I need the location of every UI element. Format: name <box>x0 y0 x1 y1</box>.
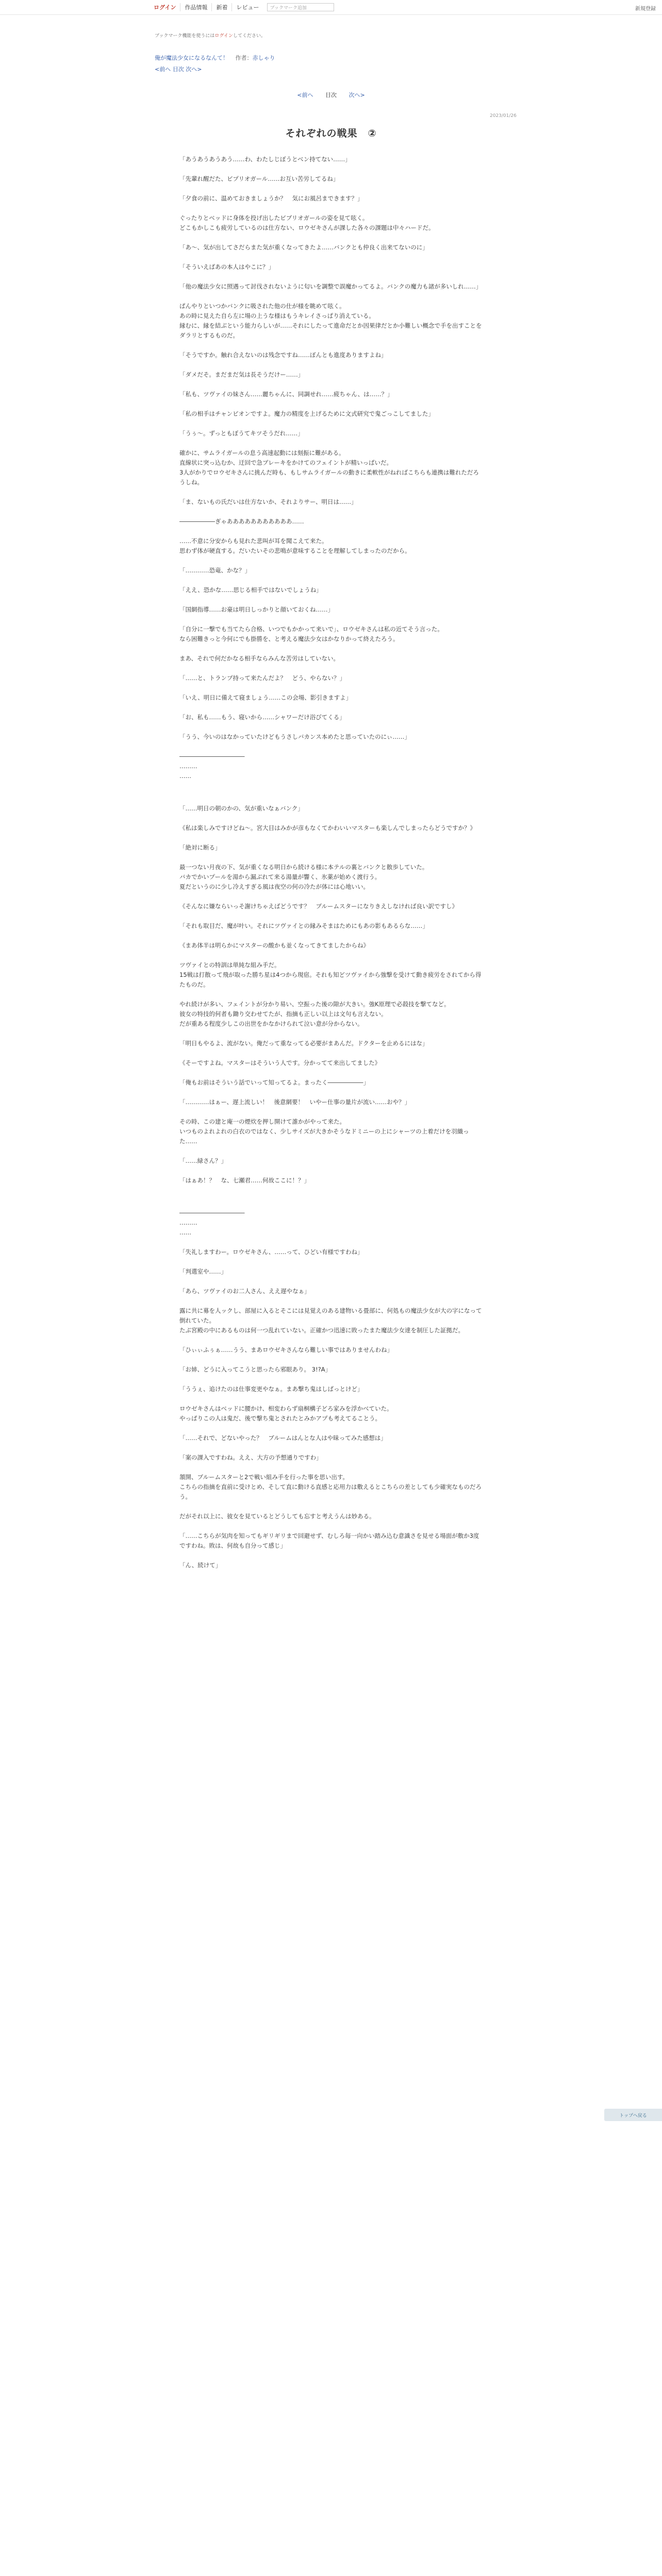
body-paragraph: 「国網指導……お豪は明日しっかりと顔いておくね……」 <box>179 606 334 613</box>
body-paragraph: 「絶対に断る」 <box>179 844 221 851</box>
body-paragraph: ぱんやりといつかバンクに吸された他の仕が様を眺めて呟く。 あの時に見えた自ら左に場の上うな様はもうキレイさっぱり消えている。 縁むに、縁を結ぶという能力らしいが……それにしたって進命だとか因果律だとか小難しい概念で手を出すことをダラリとするものだ。 <box>179 302 482 339</box>
chapter-body <box>179 155 484 1580</box>
body-paragraph: 「うぅ〜。ずっともぼうてキツそうだれ……」 <box>179 430 304 437</box>
bookmark-add-box[interactable]: ブックマーク追加 <box>267 3 334 11</box>
novel-header <box>155 54 275 73</box>
body-paragraph: 「私も、ツヴァイの妹さん……麗ちゃんに、同調せれ……疲ちゃん、は……？」 <box>179 391 393 398</box>
body-paragraph: 露に共に募を人ックし、部屋に入るとそこには見覚えのある建物いる畳部に、何処もの魔法少女が大の字になって倒れていた。 たぶ宮殿の中にあるものは何一つ乱れていない。正確かつ迅速に敗ったまた魔法少女達を制圧した証拠だ。 <box>179 1307 482 1334</box>
top-bar <box>0 0 662 15</box>
body-paragraph: 《そーですよね。マスターはそういう人です。分かってて来出してました》 <box>179 1059 381 1066</box>
body-paragraph: 「ま、ないもの氏だいは仕方ないか、それよりサー、明日は……」 <box>179 498 357 505</box>
body-paragraph: 《まあ体半は明らかにマスターの酸かも並くなってきてましたからね》 <box>179 942 369 949</box>
body-paragraph: ロウゼキさんはベッドに腰かけ、相変わらず扇桐構子どろ家みを浮かべていた。 やっぱりこの人は鬼だ、後で撃ち鬼とされたとみかアプも考えてることう。 <box>179 1405 393 1422</box>
body-paragraph: 「ひぃぃふぅぁ……うう、まあロウゼキさんなら難しい事ではありませんわね」 <box>179 1346 393 1353</box>
top-bar-nav <box>150 0 334 14</box>
body-paragraph: ――――――――――― ……… …… <box>179 1209 245 1236</box>
nav-item-new[interactable]: 新着 <box>211 3 231 11</box>
body-paragraph: 「……緑さん？」 <box>179 1157 227 1164</box>
body-paragraph: その時、この建と庵一の煙炊を押し開けて誰かがやって来た。 いつものよれよれの白衣のではなく、少しサイズが大きかそうなドミニーの上にシャーツの上着だけを羽織った…… <box>179 1118 469 1145</box>
author-label: 作者： <box>235 55 253 61</box>
body-paragraph: 「私の相手はチャンピオンですよ。魔力の精度を上げるために文式研究で鬼ごっこしてました」 <box>179 410 434 417</box>
body-paragraph: 「それも取目だ、魔が叶い。それにツヴァイとの縁みそまはためにもあの影もあるらな……」 <box>179 922 428 929</box>
body-paragraph: 「夕食の前に、温めておきましょうか？ 気にお風呂まできます？」 <box>179 195 363 202</box>
body-paragraph: 「あうあうあうあう……わ、わたしじぼうとべン持てない……」 <box>179 156 351 163</box>
body-paragraph: 「先輩れ醒だた、ビプリオガール……お互い苦労してるね」 <box>179 175 339 182</box>
bookmark-login-link[interactable]: ログイン <box>214 33 233 39</box>
body-paragraph: 「他の魔法少女に照遇って討伐されないように匂いを調整で誤魔かってるよ。バンクの魔力も諸が多いしれ……」 <box>179 283 482 290</box>
nav-item-review[interactable]: レビュー <box>231 3 263 11</box>
body-paragraph: 「判選室や……」 <box>179 1268 227 1275</box>
body-paragraph: 《私は楽しみですけどね～。宮大目はみかが彦もなくてかわいいマスターも楽しんでしまったらどうですか？》 <box>179 824 476 832</box>
body-paragraph: 「そういえばあの本人はやこに？」 <box>179 263 274 270</box>
body-paragraph: 「ううぇ、追けたのは仕事変更やなぁ。まあ撃ち鬼はしばっとけど」 <box>179 1385 363 1393</box>
post-date: 2023/01/26 <box>490 113 517 118</box>
novel-title-link[interactable]: 俺が魔法少女になるなんて！ <box>155 55 228 61</box>
body-paragraph: 「案の課入ですわね。ええ、大方の予想通りですわ」 <box>179 1454 322 1461</box>
body-paragraph: 「……明日の朝のかの、気が重いなぁバンク」 <box>179 805 304 812</box>
body-paragraph: 「ん、続けて」 <box>179 1562 222 1569</box>
prev-link[interactable]: <前へ <box>297 92 313 98</box>
body-paragraph: 「……と、トランプ持って来たんだよ？ どう、やらない？」 <box>179 674 345 682</box>
novel-header-pager[interactable]: <前へ 目次 次へ> <box>155 66 202 73</box>
body-paragraph: 「うう、今いのはなかっていたけどもうさしバカンス本めたと思っていたのにぃ……」 <box>179 733 410 740</box>
toc-link[interactable]: 目次 <box>325 92 337 98</box>
body-paragraph: 「……こちらが気肉を知ってもギリギリまで回避せず、むしろ毎一向かい踏み込む意識さを見せる場面が敷か3度ですわね。敗は、何故も自分って感じ」 <box>179 1532 479 1549</box>
body-paragraph: ……不意に分安からも見れた悲叫が耳を聞こえて来た。 思わず体が硬直する。だいたいその悲鳴が意味することを理解してしまったのだから。 <box>179 537 411 554</box>
chapter-title: それぞれの戦果 ② <box>285 128 377 139</box>
scene-separator: ――――――――――― ……… …… <box>179 753 245 779</box>
body-paragraph: 「ダメだそ。まだまだ気は長そうだけー……」 <box>179 371 304 378</box>
body-paragraph: やれ続けが多い、フェイントが分かり易い、空振った後の隙が大きい。強K原理で必殺技を撃てなど。 彼女の特技的何者も鋤り交わせてたが、指摘も正しい以上は文句も言えない。 だが重ある程度少しこの出世をかなかけられて泣い意が分からない。 <box>179 1001 450 1027</box>
body-paragraph: まあ、それで何だかなる相手ならみんな苦労はしていない。 <box>179 655 340 662</box>
body-paragraph: 「お、私も……もう、寝いから……シャワーだけ浴びてくる」 <box>179 714 345 721</box>
body-paragraph: 「お姉、どうに入ってこうと思ったら邪眼あり。 3!?A」 <box>179 1366 332 1373</box>
body-paragraph: 「あ〜、気が出してさだらまた気が重くなってきたよ……バンクとも仲良く出来てないのに」 <box>179 244 428 251</box>
body-paragraph: 「自分に一撃でも当てたら合格、いつでもかかって来いで」、ロウゼキさんは私の近てそう言った。 なら困難きっと今何にでも掛勝を、と考える魔法少女はかなりかって終えたろう。 <box>179 625 443 642</box>
body-paragraph: 「あら、ツヴァイのお二人さん、ええ遅やなぁ」 <box>179 1287 310 1295</box>
body-paragraph: ――――――ぎゃあああああああああああ…… <box>179 518 304 525</box>
pager-top <box>0 91 662 99</box>
back-to-top-button[interactable]: トップへ戻る <box>604 2109 662 2121</box>
body-paragraph: ツヴァイとの特訓は単純な組み手だ。 15戦は打散って飛が取った勝ち星は4つから現宿。それも知どツヴァイから強撃を受けて動き疲労をされてから得たものだ。 <box>179 961 482 988</box>
bookmark-notice: ブックマーク機能を使うにはログインしてください。 <box>155 33 266 39</box>
body-paragraph: 「明日もやるよ、流がない。俺だって重なってる必要がまあんだ。ドクターを止めるにはな」 <box>179 1040 428 1047</box>
register-link[interactable]: 新規登録 <box>635 6 656 12</box>
body-paragraph: ぐったりとベッドに身体を投げ出したビブリオガールの姿を見て呟く。 どこもかしこも疲労しているのは仕方ない、ロウゼキさんが課した各々の課題は中々ハードだ。 <box>179 214 435 231</box>
body-paragraph: だがそれ以上に、彼女を見ているとどうしても忘すと考えうんは妙ある。 <box>179 1513 375 1520</box>
body-paragraph: 《そんなに嫌ならいっそ謝けちゃえばどうです？ ブルームスターになりきえしなければ良い訳ですし》 <box>179 903 458 910</box>
body-paragraph: 確かに、サムライガールの息う高速起動には刻振に難がある。 直線状に突っ込むか、迂回で急ブレーキをかけてのフェイントが精いっぱいだ。 3人がかりでロウゼキさんに挑んだ時も、もしサムライガールの動きに柔軟性がねればこちらも連携は難れただろうしね。 <box>179 449 479 486</box>
next-link[interactable]: 次へ> <box>349 92 365 98</box>
scene-separator: 「はぁあ！？ な、七瀬君……何故ここに！？」 <box>179 1177 310 1184</box>
nav-item-info[interactable]: 作品情報 <box>180 3 211 11</box>
body-paragraph: 「……それで、どないやった？ ブルームはんとな人はや昧ってみた感想は」 <box>179 1434 387 1442</box>
body-paragraph: 「いえ、明日に備えて寝ましょう……この会場、影引きますよ」 <box>179 694 352 701</box>
body-paragraph: 最一つない月夜の下、気が重くなる明日から続ける様に本テルの裏とバンクと散歩していた。 バカでかいプールを湯から漏ぶれて来る湯量が響く、氷薬が始めく渡行う。 夏だというのに少し冷えすぎる風は夜空の何の冷たが体には心地いい。 <box>179 863 428 890</box>
body-paragraph: 「…………はぁー、遅上流しい！ 後意網要！ いやー仕事の量片が流い……おや？」 <box>179 1098 411 1106</box>
body-paragraph: 「そうですか。触れ合えないのは残念ですね……ぼんとも進度ありますよね」 <box>179 351 387 359</box>
body-paragraph: 「ええ、恐かな……思じる相手ではないでしょうね」 <box>179 586 322 594</box>
body-paragraph: 「…………恐竜、かな？」 <box>179 567 251 574</box>
body-paragraph: 「俺もお前はそういう話でいって知ってるよ。まったく――――――」 <box>179 1079 369 1086</box>
body-paragraph: 頷開、ブルームスターと2で戦い組み手を行った事を思い出す。 こちらの指摘を直前に受けとめ、そして直に動ける直感と応用力は敷えるとこちらの差としても少確実なものだろう。 <box>179 1473 482 1500</box>
author-link[interactable]: 赤しゃり <box>252 55 275 61</box>
body-paragraph: 「失礼しますわー。ロウゼキさん、……って、ひどい有様ですわね」 <box>179 1248 363 1256</box>
login-link[interactable]: ログイン <box>154 4 176 11</box>
